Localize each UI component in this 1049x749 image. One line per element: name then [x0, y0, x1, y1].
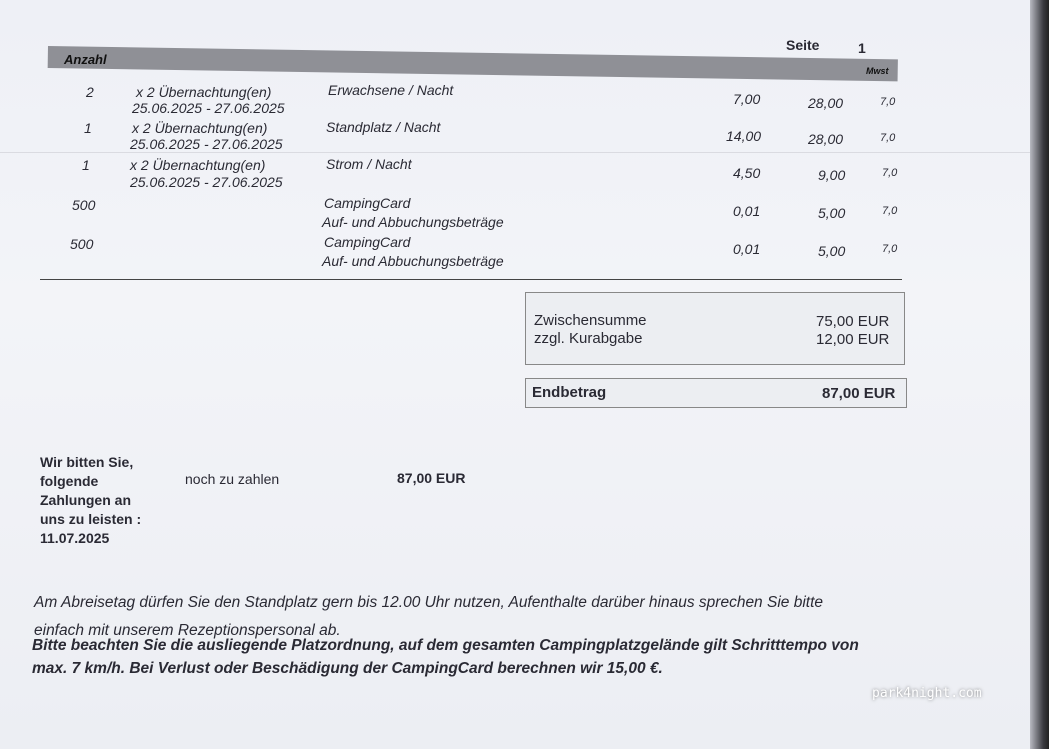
payment-request-line: folgende — [40, 473, 99, 489]
payment-due-date: 11.07.2025 — [40, 530, 110, 546]
row-price: 0,01 — [733, 241, 761, 257]
row-desc-line2: 25.06.2025 - 27.06.2025 — [132, 100, 285, 116]
row-total: 5,00 — [818, 205, 846, 221]
footer-line4: max. 7 km/h. Bei Verlust oder Beschädigung der CampingCard berechnen wir 15,00 €. — [32, 660, 663, 677]
page-label: Seite — [786, 37, 820, 53]
row-total: 9,00 — [818, 167, 846, 183]
row-item-sub: Auf- und Abbuchungsbeträge — [322, 253, 504, 269]
row-qty: 2 — [86, 84, 94, 100]
total-value: 87,00 EUR — [822, 385, 896, 402]
payment-request — [40, 453, 141, 548]
row-price: 7,00 — [733, 91, 761, 107]
row-qty: 1 — [84, 120, 92, 136]
row-item: Erwachsene / Nacht — [328, 82, 454, 98]
paper-edge-shadow — [1030, 0, 1049, 749]
row-total: 28,00 — [808, 95, 844, 111]
row-price: 14,00 — [726, 128, 762, 144]
row-desc-line1: x 2 Übernachtung(en) — [136, 84, 272, 100]
row-desc-line1: x 2 Übernachtung(en) — [130, 157, 266, 173]
row-item: CampingCard — [324, 234, 411, 250]
subtotal-value: 75,00 EUR — [816, 313, 890, 330]
footer-line3: Bitte beachten Sie die ausliegende Platzordnung, auf dem gesamten Campingplatzgelände gilt Schritttempo von — [32, 637, 859, 654]
row-mwst: 7,0 — [880, 96, 896, 108]
row-mwst: 7,0 — [882, 205, 898, 217]
header-mwst: Mwst — [866, 66, 889, 76]
payment-request-line: uns zu leisten : — [40, 511, 142, 527]
row-item: Standplatz / Nacht — [326, 119, 441, 135]
subtotal-box — [525, 292, 905, 365]
row-price: 4,50 — [733, 165, 761, 181]
payment-request-line: Wir bitten Sie, — [40, 454, 134, 470]
total-box — [525, 378, 907, 408]
footer-line1: Am Abreisetag dürfen Sie den Standplatz gern bis 12.00 Uhr nutzen, Aufenthalte darüber hinaus sprechen Sie bitte — [34, 594, 823, 611]
row-mwst: 7,0 — [882, 167, 898, 179]
header-anzahl: Anzahl — [64, 52, 107, 67]
row-total: 5,00 — [818, 243, 846, 259]
row-desc-line2: 25.06.2025 - 27.06.2025 — [130, 136, 283, 152]
row-item: Strom / Nacht — [326, 156, 412, 172]
row-qty: 1 — [82, 157, 90, 173]
table-header-bar — [48, 46, 898, 81]
row-item-sub: Auf- und Abbuchungsbeträge — [322, 214, 504, 230]
row-desc-line2: 25.06.2025 - 27.06.2025 — [130, 174, 283, 190]
amount-due-value: 87,00 EUR — [397, 470, 466, 486]
amount-due-label: noch zu zahlen — [185, 471, 280, 487]
table-divider — [40, 279, 902, 280]
row-desc-line1: x 2 Übernachtung(en) — [132, 120, 268, 136]
row-item: CampingCard — [324, 195, 411, 211]
row-qty: 500 — [72, 197, 96, 213]
row-qty: 500 — [70, 236, 94, 252]
payment-request-line: Zahlungen an — [40, 492, 131, 508]
row-mwst: 7,0 — [880, 132, 896, 144]
paper-fold — [0, 152, 1030, 153]
subtotal-label: Zwischensumme — [534, 312, 647, 329]
watermark: park4night.com — [872, 686, 982, 701]
footer-line2: einfach mit unserem Rezeptionspersonal ab. — [34, 622, 341, 639]
row-total: 28,00 — [808, 131, 844, 147]
row-mwst: 7,0 — [882, 243, 898, 255]
row-price: 0,01 — [733, 203, 761, 219]
kurabgabe-value: 12,00 EUR — [816, 331, 890, 348]
kurabgabe-label: zzgl. Kurabgabe — [534, 330, 643, 347]
page-number: 1 — [858, 40, 866, 56]
total-label: Endbetrag — [532, 384, 607, 401]
